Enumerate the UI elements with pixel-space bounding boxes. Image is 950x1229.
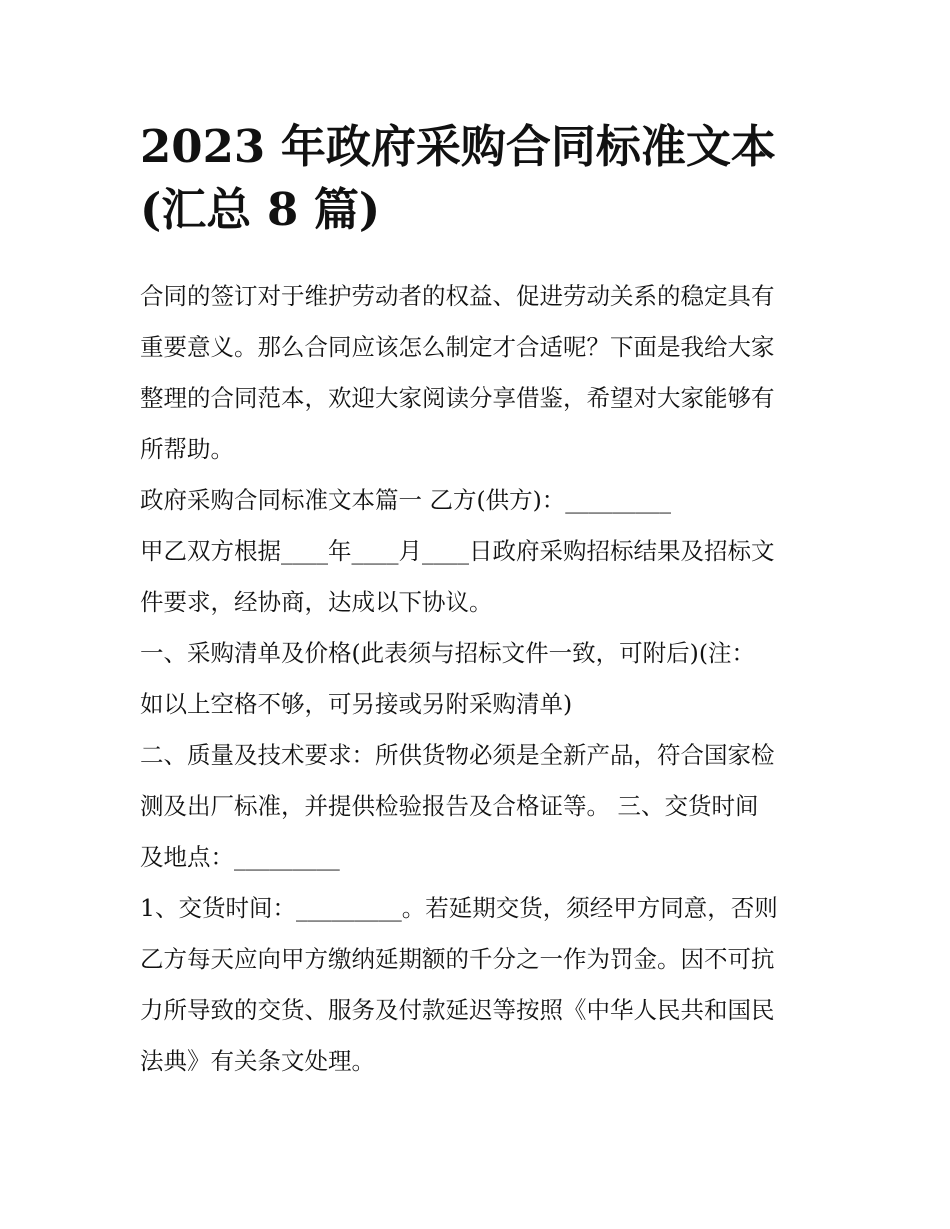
- text-line: 一、采购清单及价格(此表须与招标文件一致，可附后)(注：: [140, 639, 756, 667]
- text-line: 甲乙双方根据____年____月____日政府采购招标结果及招标文: [140, 537, 775, 565]
- document-title: [140, 115, 820, 241]
- text-line: 1、交货时间：_________。若延期交货，须经甲方同意，否则: [140, 894, 778, 922]
- title-line-2: (汇总 8 篇): [140, 183, 381, 236]
- intro-paragraph: [140, 271, 820, 475]
- text-line: 合同的签订对于维护劳动者的权益、促进劳动关系的稳定具有: [140, 282, 775, 310]
- title-line-1: 2023 年政府采购合同标准文本: [140, 120, 776, 173]
- text-line: 如以上空格不够，可另接或另附采购清单): [140, 690, 573, 718]
- document-body: [140, 271, 820, 1087]
- delivery-time-paragraph: [140, 883, 820, 1087]
- text-line: 测及出厂标准，并提供检验报告及合格证等。 三、交货时间: [140, 792, 759, 820]
- text-line: 乙方每天应向甲方缴纳延期额的千分之一作为罚金。因不可抗: [140, 945, 775, 973]
- text-line: 及地点：_________: [140, 843, 340, 871]
- text-line: 件要求，经协商，达成以下协议。: [140, 588, 493, 616]
- text-line: 整理的合同范本，欢迎大家阅读分享借鉴，希望对大家能够有: [140, 384, 775, 412]
- text-line: 法典》有关条文处理。: [140, 1047, 375, 1075]
- text-line: 重要意义。那么合同应该怎么制定才合适呢？下面是我给大家: [140, 333, 775, 361]
- text-line: 政府采购合同标准文本篇一 乙方(供方)：_________: [140, 486, 672, 514]
- document-page: [140, 115, 820, 1087]
- clause-2-paragraph: [140, 730, 820, 883]
- agreement-paragraph: [140, 526, 820, 628]
- clause-1-paragraph: [140, 628, 820, 730]
- text-line: 力所导致的交货、服务及付款延迟等按照《中华人民共和国民: [140, 996, 775, 1024]
- text-line: 二、质量及技术要求：所供货物必须是全新产品，符合国家检: [140, 741, 775, 769]
- chapter-heading-paragraph: [140, 475, 820, 526]
- text-line: 所帮助。: [140, 435, 234, 463]
